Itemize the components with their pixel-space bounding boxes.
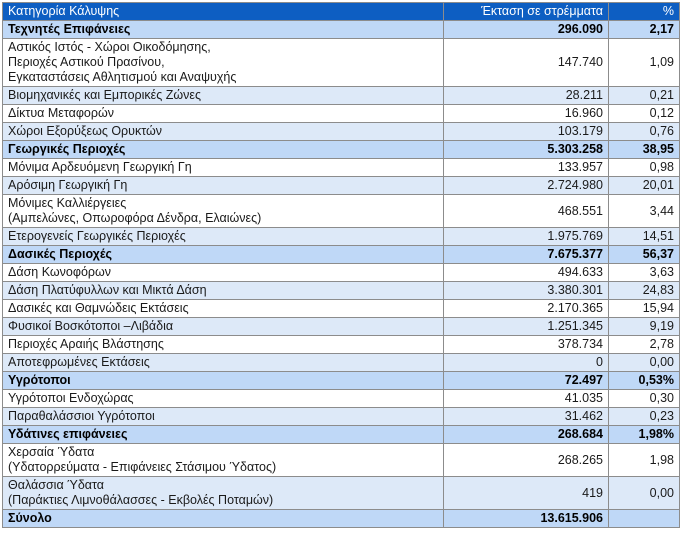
row-percent: 38,95 — [609, 141, 680, 159]
table-row — [3, 39, 680, 87]
row-label — [3, 87, 444, 105]
row-label — [3, 444, 444, 477]
row-area: 147.740 — [444, 39, 609, 87]
row-area: 16.960 — [444, 105, 609, 123]
category-row — [3, 246, 680, 264]
row-area: 103.179 — [444, 123, 609, 141]
row-area: 28.211 — [444, 87, 609, 105]
table-row — [3, 228, 680, 246]
row-label — [3, 177, 444, 195]
row-area: 494.633 — [444, 264, 609, 282]
row-label-line: Βιομηχανικές και Εμπορικές Ζώνες — [8, 88, 201, 102]
row-label-line: Γεωργικές Περιοχές — [8, 142, 126, 156]
row-label-line: Δάση Κωνοφόρων — [8, 265, 112, 279]
row-area: 3.380.301 — [444, 282, 609, 300]
row-label — [3, 408, 444, 426]
row-percent: 20,01 — [609, 177, 680, 195]
total-row — [3, 510, 680, 528]
row-percent: 56,37 — [609, 246, 680, 264]
row-label-line: Υδάτινες επιφάνειες — [8, 427, 128, 441]
row-label-line: Χώροι Εξορύξεως Ορυκτών — [8, 124, 163, 138]
row-percent: 15,94 — [609, 300, 680, 318]
table-header-row — [3, 3, 680, 21]
row-label-line: Εγκαταστάσεις Αθλητισμού και Αναψυχής — [8, 70, 237, 84]
table-row — [3, 264, 680, 282]
row-label — [3, 39, 444, 87]
row-percent: 14,51 — [609, 228, 680, 246]
row-area: 41.035 — [444, 390, 609, 408]
row-label-line: (Παράκτιες Λιμνοθάλασσες - Εκβολές Ποταμών) — [8, 493, 274, 507]
row-percent: 9,19 — [609, 318, 680, 336]
row-label — [3, 264, 444, 282]
table-row — [3, 444, 680, 477]
row-area: 13.615.906 — [444, 510, 609, 528]
row-label — [3, 21, 444, 39]
row-area: 468.551 — [444, 195, 609, 228]
row-area: 1.251.345 — [444, 318, 609, 336]
row-percent: 0,30 — [609, 390, 680, 408]
table-row — [3, 477, 680, 510]
row-percent: 3,63 — [609, 264, 680, 282]
header-percent: % — [609, 3, 680, 21]
header-category: Κατηγορία Κάλυψης — [3, 3, 444, 21]
row-label-line: Δασικές Περιοχές — [8, 247, 112, 261]
row-percent: 2,78 — [609, 336, 680, 354]
row-label-line: Δίκτυα Μεταφορών — [8, 106, 114, 120]
row-label-line: Θαλάσσια Ύδατα — [8, 478, 105, 492]
row-label — [3, 195, 444, 228]
category-row — [3, 21, 680, 39]
row-label-line: Περιοχές Αστικού Πρασίνου, — [8, 55, 165, 69]
row-label-line: Υγρότοποι — [8, 373, 71, 387]
row-area: 7.675.377 — [444, 246, 609, 264]
row-label-line: Σύνολο — [8, 511, 52, 525]
row-label — [3, 336, 444, 354]
row-label — [3, 300, 444, 318]
header-area: Έκταση σε στρέμματα — [444, 3, 609, 21]
table-row — [3, 336, 680, 354]
row-label-line: Παραθαλάσσιοι Υγρότοποι — [8, 409, 155, 423]
row-label — [3, 159, 444, 177]
category-row — [3, 372, 680, 390]
row-label-line: Περιοχές Αραιής Βλάστησης — [8, 337, 164, 351]
row-label-line: Μόνιμες Καλλιέργειες — [8, 196, 127, 210]
row-percent: 3,44 — [609, 195, 680, 228]
row-label — [3, 390, 444, 408]
row-label-line: Τεχνητές Επιφάνειες — [8, 22, 131, 36]
table-row — [3, 300, 680, 318]
row-label — [3, 246, 444, 264]
row-label-line: Αποτεφρωμένες Εκτάσεις — [8, 355, 150, 369]
row-percent: 0,53% — [609, 372, 680, 390]
table-row — [3, 408, 680, 426]
row-label-line: (Αμπελώνες, Οπωροφόρα Δένδρα, Ελαιώνες) — [8, 211, 262, 225]
row-percent: 0,76 — [609, 123, 680, 141]
row-percent: 0,23 — [609, 408, 680, 426]
table-row — [3, 159, 680, 177]
row-label-line: Ετερογενείς Γεωργικές Περιοχές — [8, 229, 186, 243]
row-percent: 0,12 — [609, 105, 680, 123]
row-label-line: (Υδατορρεύματα - Επιφάνειες Στάσιμου Ύδατος) — [8, 460, 277, 474]
row-label — [3, 141, 444, 159]
table-body — [3, 21, 680, 528]
row-percent: 0,00 — [609, 477, 680, 510]
table-row — [3, 87, 680, 105]
table-row — [3, 123, 680, 141]
row-area: 31.462 — [444, 408, 609, 426]
row-label — [3, 510, 444, 528]
category-row — [3, 426, 680, 444]
row-area: 133.957 — [444, 159, 609, 177]
row-area: 1.975.769 — [444, 228, 609, 246]
row-label-line: Μόνιμα Αρδευόμενη Γεωργική Γη — [8, 160, 192, 174]
row-label — [3, 426, 444, 444]
row-percent: 2,17 — [609, 21, 680, 39]
row-percent: 0,98 — [609, 159, 680, 177]
table-row — [3, 282, 680, 300]
row-area: 419 — [444, 477, 609, 510]
row-label — [3, 372, 444, 390]
row-area: 296.090 — [444, 21, 609, 39]
row-label-line: Δάση Πλατύφυλλων και Μικτά Δάση — [8, 283, 207, 297]
row-label — [3, 318, 444, 336]
row-area: 268.684 — [444, 426, 609, 444]
row-label — [3, 105, 444, 123]
row-area: 0 — [444, 354, 609, 372]
row-label-line: Υγρότοποι Ενδοχώρας — [8, 391, 134, 405]
table-row — [3, 177, 680, 195]
land-cover-table — [2, 2, 680, 528]
table-row — [3, 318, 680, 336]
row-label-line: Δασικές και Θαμνώδεις Εκτάσεις — [8, 301, 189, 315]
row-label — [3, 477, 444, 510]
table-row — [3, 195, 680, 228]
row-percent: 0,00 — [609, 354, 680, 372]
row-label-line: Αρόσιμη Γεωργική Γη — [8, 178, 128, 192]
row-label — [3, 282, 444, 300]
table-row — [3, 354, 680, 372]
row-percent: 24,83 — [609, 282, 680, 300]
row-percent: 0,21 — [609, 87, 680, 105]
row-area: 5.303.258 — [444, 141, 609, 159]
row-label-line: Αστικός Ιστός - Χώροι Οικοδόμησης, — [8, 40, 211, 54]
row-label — [3, 228, 444, 246]
row-area: 378.734 — [444, 336, 609, 354]
row-label — [3, 354, 444, 372]
row-label-line: Φυσικοί Βοσκότοποι –Λιβάδια — [8, 319, 174, 333]
row-percent: 1,98% — [609, 426, 680, 444]
row-area: 268.265 — [444, 444, 609, 477]
table-row — [3, 390, 680, 408]
row-area: 72.497 — [444, 372, 609, 390]
row-percent — [609, 510, 680, 528]
row-label — [3, 123, 444, 141]
category-row — [3, 141, 680, 159]
row-percent: 1,98 — [609, 444, 680, 477]
row-area: 2.724.980 — [444, 177, 609, 195]
table-row — [3, 105, 680, 123]
row-percent: 1,09 — [609, 39, 680, 87]
row-area: 2.170.365 — [444, 300, 609, 318]
row-label-line: Χερσαία Ύδατα — [8, 445, 95, 459]
